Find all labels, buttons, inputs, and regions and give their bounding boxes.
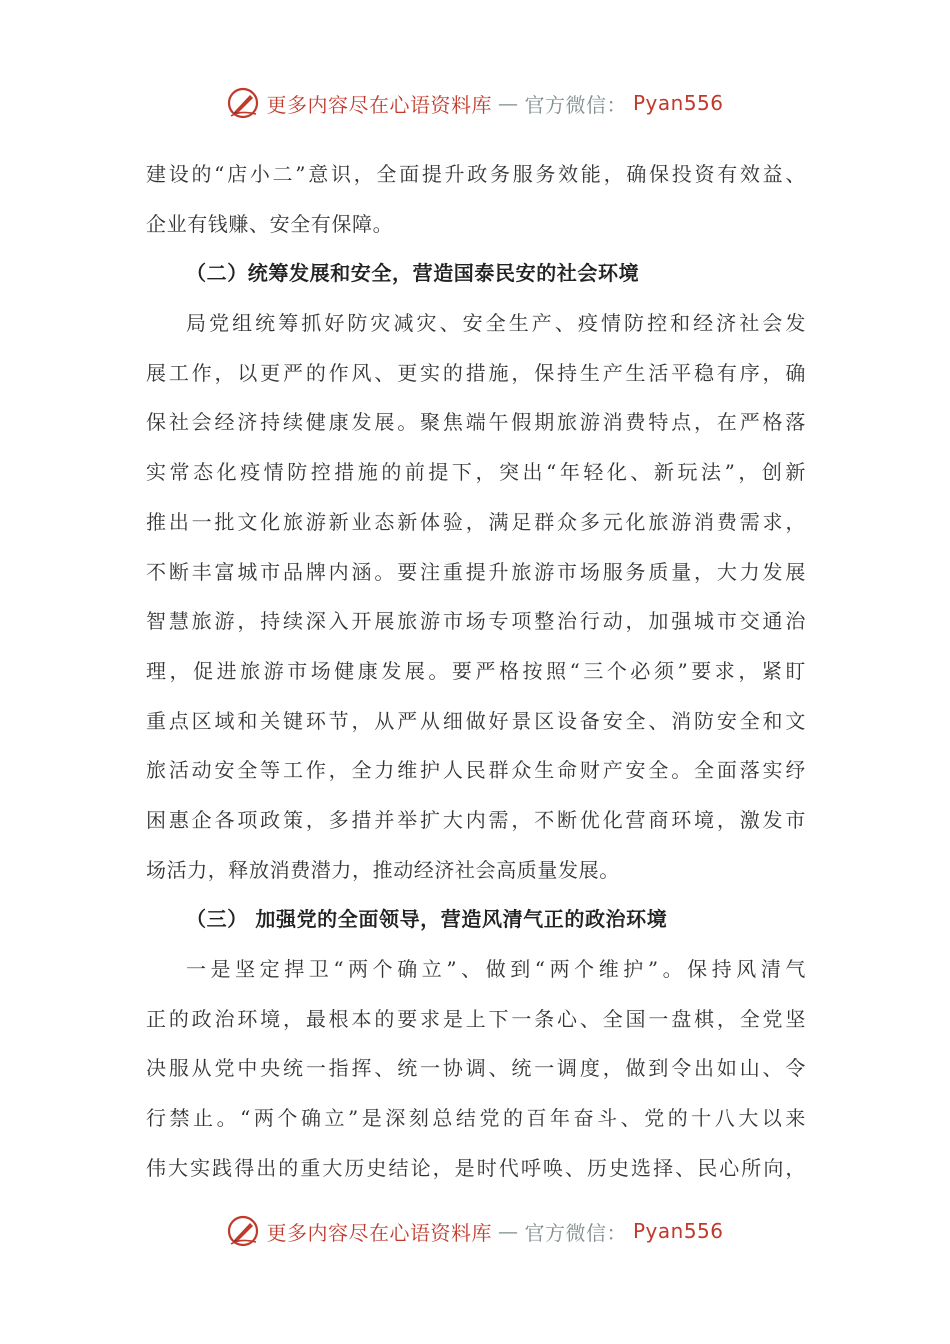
paragraph-line: 一是坚定捍卫“两个确立”、做到“两个维护”。保持风清气: [186, 957, 806, 981]
watermark-dash: —: [497, 1219, 519, 1243]
section-heading-3: （三） 加强党的全面领导，营造风清气正的政治环境: [186, 907, 668, 932]
paragraph-line: 重点区域和关键环节，从严从细做好景区设备安全、消防安全和文: [146, 708, 806, 733]
document-body: [146, 150, 806, 1193]
paragraph-line: 行禁止。“两个确立”是深刻总结党的百年奋斗、党的十八大以来: [146, 1106, 806, 1131]
paragraph-line: 展工作，以更严的作风、更实的措施，保持生产生活平稳有序，确: [146, 360, 806, 385]
watermark-footer: [0, 1214, 950, 1248]
paragraph-line: 正的政治环境，最根本的要求是上下一条心、全国一盘棋，全党坚: [146, 1006, 806, 1031]
paragraph-line: 保社会经济持续健康发展。聚焦端午假期旅游消费特点，在严格落: [146, 410, 806, 435]
watermark-wechat-id: Pyan556: [632, 1219, 724, 1243]
watermark-label: 官方微信：: [524, 92, 627, 117]
paragraph-line: 智慧旅游，持续深入开展旅游市场专项整治行动，加强城市交通治: [146, 609, 806, 634]
paragraph-line: 不断丰富城市品牌内涵。要注重提升旅游市场服务质量，大力发展: [146, 559, 806, 584]
paragraph-line: 企业有钱赚、安全有保障。: [146, 211, 394, 236]
watermark-label: 官方微信：: [524, 1220, 627, 1245]
paragraph-line: 理，促进旅游市场健康发展。要严格按照“三个必须”要求，紧盯: [146, 658, 806, 683]
paragraph-line: 局党组统筹抓好防灾减灾、安全生产、疫情防控和经济社会发: [186, 311, 806, 336]
watermark-header: [0, 86, 950, 120]
watermark-wechat-id: Pyan556: [632, 91, 724, 115]
pen-logo-icon: [226, 86, 260, 120]
paragraph-line: 困惠企各项政策，多措并举扩大内需，不断优化营商环境，激发市: [146, 807, 806, 832]
paragraph-line: 决服从党中央统一指挥、统一协调、统一调度，做到令出如山、令: [146, 1056, 806, 1081]
watermark-main-text: 更多内容尽在心语资料库: [266, 92, 492, 117]
watermark-dash: —: [497, 91, 519, 115]
paragraph-line: 推出一批文化旅游新业态新体验，满足群众多元化旅游消费需求，: [146, 509, 806, 534]
paragraph-line: 实常态化疫情防控措施的前提下，突出“年轻化、新玩法”，创新: [146, 460, 806, 485]
paragraph-line: 建设的“店小二”意识，全面提升政务服务效能，确保投资有效益、: [146, 162, 806, 186]
section-heading-2: （二）统筹发展和安全，营造国泰民安的社会环境: [186, 261, 640, 286]
pen-logo-icon: [226, 1214, 260, 1248]
paragraph-line: 伟大实践得出的重大历史结论，是时代呼唤、历史选择、民心所向，: [146, 1155, 806, 1180]
paragraph-line: 场活力，释放消费潜力，推动经济社会高质量发展。: [146, 857, 620, 882]
paragraph-line: 旅活动安全等工作，全力维护人民群众生命财产安全。全面落实纾: [146, 758, 806, 783]
watermark-main-text: 更多内容尽在心语资料库: [266, 1220, 492, 1245]
